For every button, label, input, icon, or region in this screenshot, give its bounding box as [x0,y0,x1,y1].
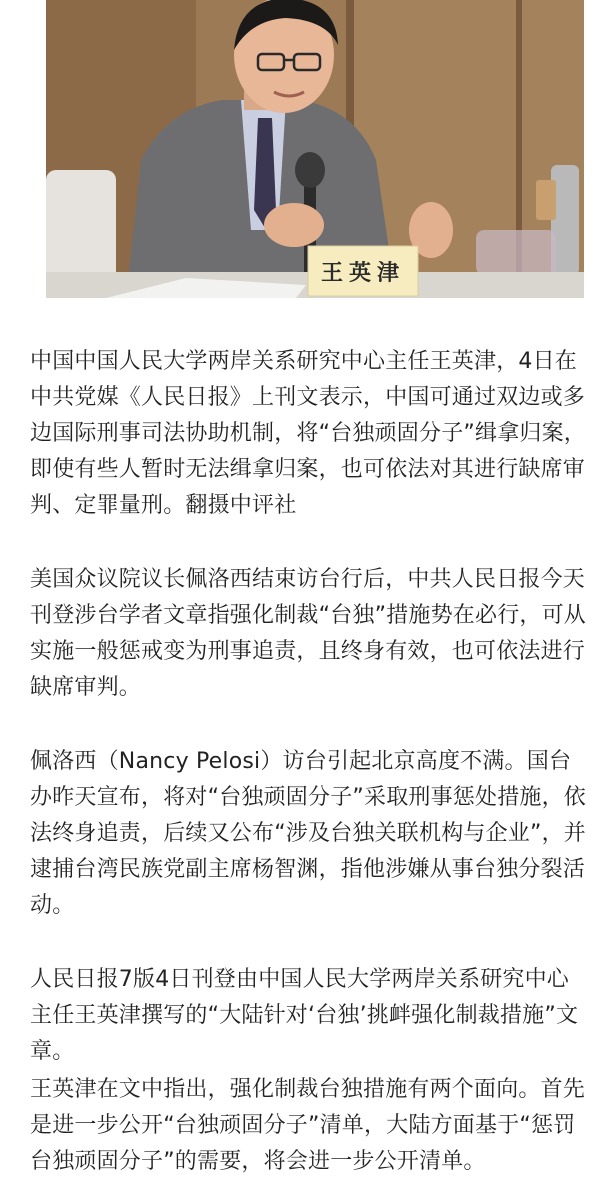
article-paragraph-2: 美国众议院议长佩洛西结束访台行后，中共人民日报今天刊登涉台学者文章指强化制裁“台独”措施势在必行，可从实施一般惩戒变为刑事追责，且终身有效，也可依法进行缺席审判。 [30,567,586,700]
article-paragraph-4: 人民日报7版4日刊登由中国人民大学两岸关系研究中心主任王英津撰写的“大陆针对‘台独’挑衅强化制裁措施”文章。 [30,967,579,1064]
article-paragraph-1: 中国中国人民大学两岸关系研究中心主任王英津，4日在中共党媒《人民日报》上刊文表示，中国可通过双边或多边国际刑事司法协助机制，将“台独顽固分子”缉拿归案，即使有些人暂时无法缉拿归案，也可依法对其进行缺席审判、定罪量刑。翻摄中评社 [30,349,586,518]
article-paragraph-5: 王英津在文中指出，强化制裁台独措施有两个面向。首先是进一步公开“台独顽固分子”清单，大陆方面基于“惩罚台独顽固分子”的需要，将会进一步公开清单。 [30,1077,586,1174]
speaker-photo-illustration [46,0,584,298]
nameplate-label: 王英津 [320,260,405,286]
article-photo [46,0,584,298]
article-paragraph-3: 佩洛西（Nancy Pelosi）访台引起北京高度不满。国台办昨天宣布，将对“台独顽固分子”采取刑事惩处措施，依法终身追责，后续又公布“涉及台独关联机构与企业”，并逮捕台湾民族党副主席杨智渊，指他涉嫌从事台独分裂活动。 [30,749,586,918]
